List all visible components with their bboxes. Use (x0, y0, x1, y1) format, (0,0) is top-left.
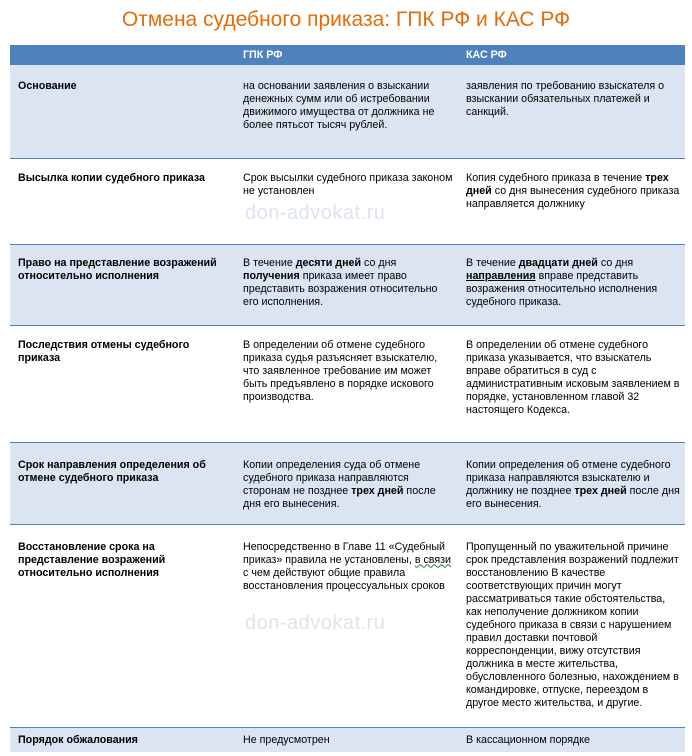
table-header-row (10, 45, 685, 65)
gpk-cell: Не предусмотрен (235, 727, 458, 752)
text-fragment: с чем действуют общие правила восстановления процессуальных сроков (243, 566, 445, 592)
header-empty (10, 45, 235, 65)
row-label: Срок направления определения об отмене судебного приказа (10, 442, 235, 524)
kas-cell (458, 158, 685, 244)
kas-cell: Пропущенный по уважительной причине срок представления возражений подлежит восстановлению В качестве соответствующих причин могут рассматриваться такие обстоятельства, как неполучение должником копии судебного приказа в связи с нарушением правил доставки почтовой корреспонденции, вижу отсутствия должника в месте жительства, обусловленного болезнью, нахождением в командировке, отпуске, переездом в другое место жительства, и другие. (458, 524, 685, 727)
bold-fragment: двадцати дней (518, 256, 598, 269)
watermark: don-advokat.ru (245, 202, 386, 224)
text-fragment: В течение (243, 256, 296, 269)
bold-fragment: трех дней (574, 484, 627, 497)
text-fragment: Копии определения об отмене судебного приказа направляются взыскателю и должнику не позднее (466, 458, 671, 497)
kas-cell (458, 244, 685, 325)
table-row (10, 65, 685, 158)
row-label: Основание (10, 65, 235, 158)
row-label: Порядок обжалования (10, 727, 235, 752)
table-row (10, 158, 685, 244)
table-row (10, 524, 685, 727)
kas-cell: В определении об отмене судебного приказа указывается, что взыскатель вправе обратиться в суд с административным исковым заявлением в порядке, установленном главой 32 настоящего Кодекса. (458, 325, 685, 442)
text-fragment: со дня (597, 256, 634, 269)
table-row (10, 442, 685, 524)
row-label: Восстановление срока на представление возражений относительно исполнения (10, 524, 235, 727)
comparison-table (10, 45, 685, 752)
gpk-cell: на основании заявления о взыскании денежных сумм или об истребовании движимого имущества от должника не более пятьсот тысяч рублей. (235, 65, 458, 158)
bold-fragment: трех дней (466, 171, 669, 197)
table-row (10, 727, 685, 752)
text-fragment: со дня (361, 256, 397, 269)
bold-fragment: направления (466, 269, 536, 282)
gpk-cell: В определении об отмене судебного приказа судья разъясняет взыскателю, что заявленное требование им может быть предъявлено в порядке искового производства. (235, 325, 458, 442)
watermark: don-advokat.ru (245, 612, 386, 634)
header-kas: КАС РФ (458, 45, 685, 65)
text-fragment: Непосредственно в Главе 11 «Судебный приказ» правила не установлены, (243, 540, 446, 566)
text-fragment: со дня вынесения судебного приказа направляется должнику (466, 184, 680, 210)
gpk-cell: Срок высылки судебного приказа законом не установлен (235, 158, 458, 244)
text-fragment: после дня его вынесения. (243, 484, 436, 510)
table-row (10, 244, 685, 325)
text-fragment: Копии определения суда об отмене судебного приказа направляются сторонам не позднее (243, 458, 421, 497)
gpk-cell (235, 244, 458, 325)
text-fragment: приказа имеет право представить возражения относительно его исполнения. (243, 269, 438, 308)
text-fragment: В течение (466, 256, 519, 269)
gpk-cell (235, 524, 458, 727)
kas-cell: В кассационном порядке (458, 727, 685, 752)
table-row (10, 325, 685, 442)
gpk-cell (235, 442, 458, 524)
text-fragment: Копия судебного приказа в течение (466, 171, 646, 184)
bold-fragment: получения (243, 269, 300, 282)
row-label: Последствия отмены судебного приказа (10, 325, 235, 442)
kas-cell: заявления по требованию взыскателя о взыскании обязательных платежей и санкций. (458, 65, 685, 158)
text-fragment: вправе представить возражения относительно исполнения судебного приказа. (466, 269, 658, 308)
row-label: Высылка копии судебного приказа (10, 158, 235, 244)
page-title: Отмена судебного приказа: ГПК РФ и КАС РФ (121, 8, 571, 31)
kas-cell (458, 442, 685, 524)
bold-fragment: трех дней (351, 484, 404, 497)
row-label: Право на представление возражений относительно исполнения (10, 244, 235, 325)
text-fragment: в связи (414, 553, 452, 566)
bold-fragment: десяти дней (295, 256, 362, 269)
header-gpk: ГПК РФ (235, 45, 458, 65)
text-fragment: после дня его вынесения. (466, 484, 680, 510)
